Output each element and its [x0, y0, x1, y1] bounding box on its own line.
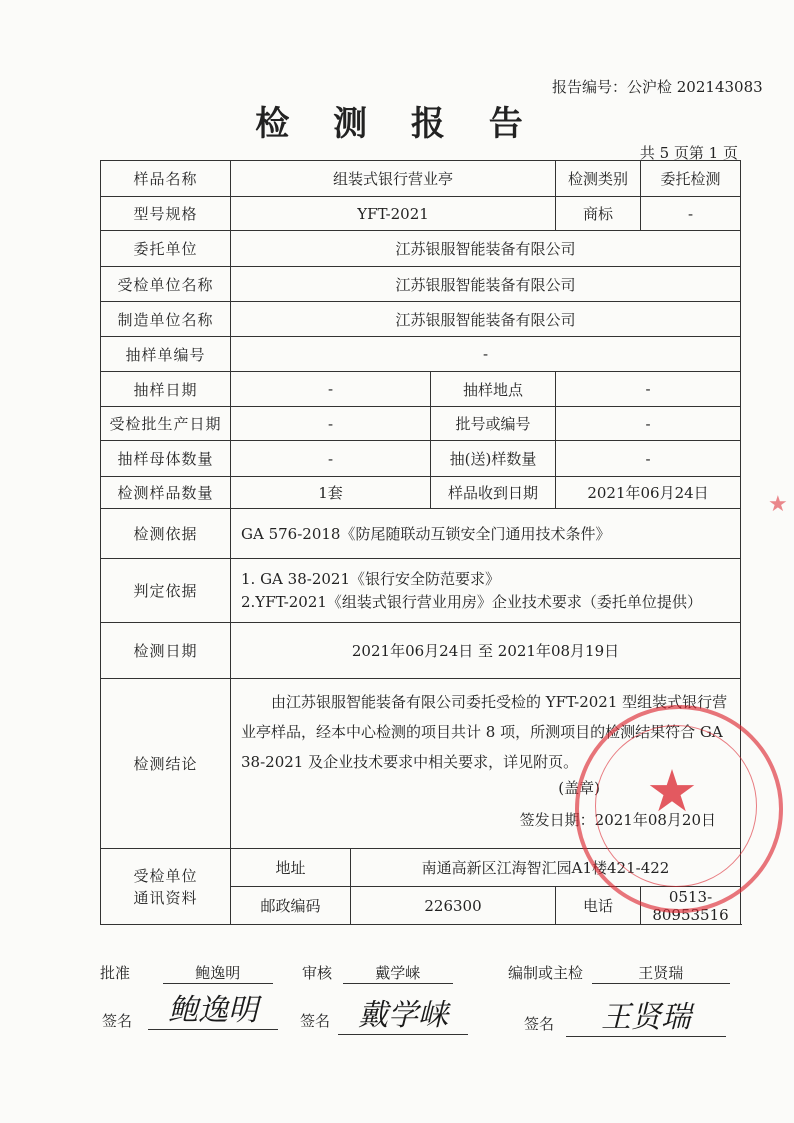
approve-name: 鲍逸明 [163, 962, 273, 984]
postcode-label: 邮政编码 [231, 887, 351, 925]
criteria-label: 判定依据 [101, 559, 231, 623]
contact-label-line-1: 受检单位 [133, 866, 198, 885]
sign-row-1 [102, 1010, 132, 1031]
client-value: 江苏银服智能装备有限公司 [231, 231, 741, 267]
official-seal-icon [575, 705, 783, 913]
postcode-value: 226300 [351, 887, 556, 925]
review-row [302, 962, 453, 984]
test-date-label: 检测日期 [101, 623, 231, 679]
test-quantity-value: 1套 [231, 477, 431, 509]
production-date-value: - [231, 407, 431, 441]
brand-value: - [641, 197, 741, 231]
production-date-label: 受检批生产日期 [101, 407, 231, 441]
brand-label: 商标 [556, 197, 641, 231]
received-date-value: 2021年06月24日 [556, 477, 741, 509]
phone-value: 0513-80953516 [641, 887, 741, 925]
approve-row [100, 962, 273, 984]
compile-row [508, 962, 730, 984]
criteria-item-1: 1. GA 38-2021《银行安全防范要求》 [241, 569, 500, 588]
batch-label: 批号或编号 [431, 407, 556, 441]
base-quantity-value: - [231, 441, 431, 477]
seal-note: (盖章) [558, 779, 601, 797]
sample-name-label: 样品名称 [101, 161, 231, 197]
sample-name-value: 组装式银行营业亭 [231, 161, 556, 197]
review-signature: 戴学崃 [338, 990, 468, 1035]
sign-label-1: 签名 [102, 1012, 133, 1030]
edge-seal-icon: ★ [768, 492, 788, 517]
test-type-value: 委托检测 [641, 161, 741, 197]
inspected-unit-value: 江苏银服智能装备有限公司 [231, 267, 741, 302]
sampling-place-label: 抽样地点 [431, 372, 556, 407]
sampling-date-value: - [231, 372, 431, 407]
phone-label: 电话 [556, 887, 641, 925]
sampling-place-value: - [556, 372, 741, 407]
received-date-label: 样品收到日期 [431, 477, 556, 509]
report-number: 报告编号：公沪检 202143083 [552, 78, 763, 96]
manufacturer-value: 江苏银服智能装备有限公司 [231, 302, 741, 337]
conclusion-text: 由江苏银服智能装备有限公司委托受检的 YFT-2021 型组装式银行营业亭样品，经本中心检测的项目共计 8 项，所测项目的检测结果符合 GA 38-2021 及企业技术要求中相关要求，详见附页。 [241, 693, 728, 771]
compile-name: 王贤瑞 [592, 962, 730, 984]
approve-label: 批准 [100, 964, 131, 982]
model-value: YFT-2021 [231, 197, 556, 231]
contact-label [101, 849, 231, 925]
conclusion-label: 检测结论 [101, 679, 231, 849]
test-type-label: 检测类别 [556, 161, 641, 197]
test-quantity-label: 检测样品数量 [101, 477, 231, 509]
criteria-value [231, 559, 741, 623]
compile-label: 编制或主检 [508, 964, 584, 982]
criteria-item-2: 2.YFT-2021《组装式银行营业用房》企业技术要求（委托单位提供） [241, 592, 702, 611]
sampling-number-value: - [231, 337, 741, 372]
client-label: 委托单位 [101, 231, 231, 267]
approve-signature: 鲍逸明 [148, 985, 278, 1030]
base-quantity-label: 抽样母体数量 [101, 441, 231, 477]
review-label: 审核 [302, 964, 333, 982]
batch-value: - [556, 407, 741, 441]
test-basis-label: 检测依据 [101, 509, 231, 559]
document-title: 检 测 报 告 [255, 104, 539, 144]
sample-quantity-value: - [556, 441, 741, 477]
review-name: 戴学崃 [343, 962, 453, 984]
contact-label-line-2: 通讯资料 [133, 888, 198, 907]
page-indicator: 共 5 页第 1 页 [639, 144, 738, 162]
sampling-date-label: 抽样日期 [101, 372, 231, 407]
seal-star-icon: ★ [646, 757, 698, 825]
issue-date: 签发日期：2021年08月20日 [519, 811, 717, 829]
address-value: 南通高新区江海智汇园A1楼421-422 [351, 849, 741, 887]
compile-signature: 王贤瑞 [566, 992, 726, 1037]
inspected-unit-label: 受检单位名称 [101, 267, 231, 302]
manufacturer-label: 制造单位名称 [101, 302, 231, 337]
sign-row-3 [524, 1013, 554, 1034]
test-date-value: 2021年06月24日 至 2021年08月19日 [231, 623, 741, 679]
sampling-number-label: 抽样单编号 [101, 337, 231, 372]
test-basis-value: GA 576-2018《防尾随联动互锁安全门通用技术条件》 [231, 509, 741, 559]
model-label: 型号规格 [101, 197, 231, 231]
sign-label-3: 签名 [524, 1015, 555, 1033]
sample-quantity-label: 抽(送)样数量 [431, 441, 556, 477]
sign-label-2: 签名 [300, 1012, 331, 1030]
sign-row-2 [300, 1010, 330, 1031]
address-label: 地址 [231, 849, 351, 887]
